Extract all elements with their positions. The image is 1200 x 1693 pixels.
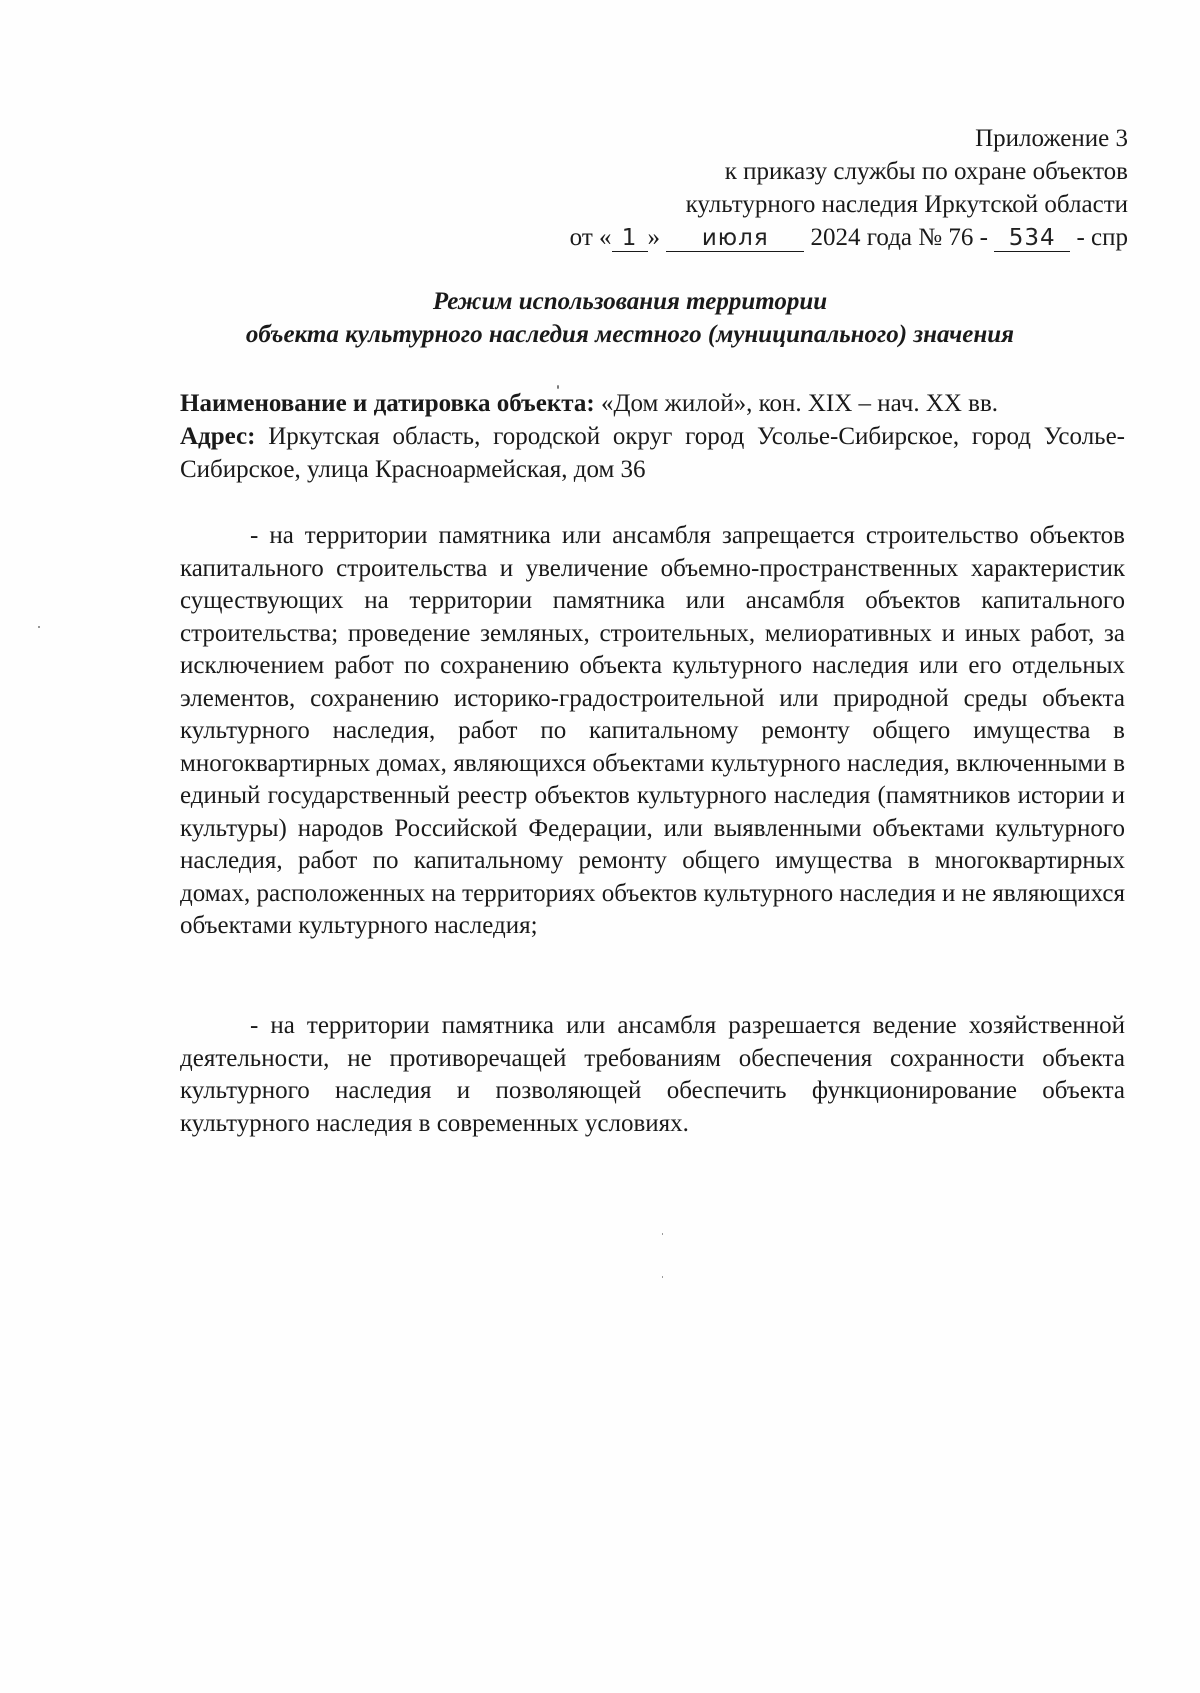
handwritten-month: июля [666, 225, 804, 252]
restriction-paragraph: - на территории памятника или ансамбля запрещается строительство объектов капитального строительства и увеличение объемно-пространственных характеристик существующих на территории памятника или ансамбля объектов капитального строительства; проведение земляных, строительных, мелиоративных и иных работ, за исключением работ по сохранению объекта культурного наследия или его отдельных элементов, сохранению историко-градостроительной или природной среды объекта культурного наследия, работ по капитальному ремонту общего имущества в многоквартирных домах, являющихся объектами культурного наследия, включенными в единый государственный реестр объектов культурного наследия (памятников истории и культуры) народов Российской Федерации, или выявленными объектами культурного наследия, работ по капитальному ремонту общего имущества в многоквартирных домах, расположенных на территориях объектов культурного наследия и не являющихся объектами культурного наследия; [180, 522, 1125, 939]
object-info [180, 387, 1125, 486]
appendix-label: Приложение 3 [975, 125, 1128, 152]
order-number-suffix: - спр [1076, 224, 1128, 251]
object-name-row [180, 387, 1125, 420]
order-date-mid: » [647, 224, 661, 251]
order-reference-line-2: культурного наследия Иркутской области [685, 191, 1128, 218]
object-name-label: Наименование и датировка объекта: [180, 390, 595, 417]
scan-speck [38, 626, 40, 628]
document-title [150, 285, 1110, 351]
order-date-prefix: от « [569, 224, 612, 251]
order-year-and-number: 2024 года № 76 - [810, 224, 988, 251]
order-date-line [570, 221, 1128, 254]
title-line-1: Режим использования территории [432, 288, 828, 315]
object-address-label: Адрес: [180, 423, 256, 450]
scan-speck [662, 1233, 663, 1235]
object-address-row [180, 420, 1125, 486]
scan-speck [557, 385, 559, 389]
object-name-value: «Дом жилой», кон. XIX – нач. XX вв. [600, 390, 999, 417]
scan-speck [662, 1276, 663, 1278]
order-reference-line-1: к приказу службы по охране объектов [724, 158, 1128, 185]
handwritten-order-number: 534 [994, 225, 1070, 252]
object-address-value: Иркутская область, городской округ город Усолье-Сибирское, город Усолье-Сибирское, улица Красноармейская, дом 36 [180, 423, 1126, 483]
appendix-header [570, 122, 1128, 254]
handwritten-day: 1 [612, 225, 648, 252]
title-line-2: объекта культурного наследия местного (муниципального) значения [245, 321, 1015, 348]
permission-paragraph: - на территории памятника или ансамбля разрешается ведение хозяйственной деятельности, не противоречащей требованиям обеспечения сохранности объекта культурного наследия и позволяющей обеспечить функционирование объекта культурного наследия в современных условиях. [180, 1012, 1125, 1137]
